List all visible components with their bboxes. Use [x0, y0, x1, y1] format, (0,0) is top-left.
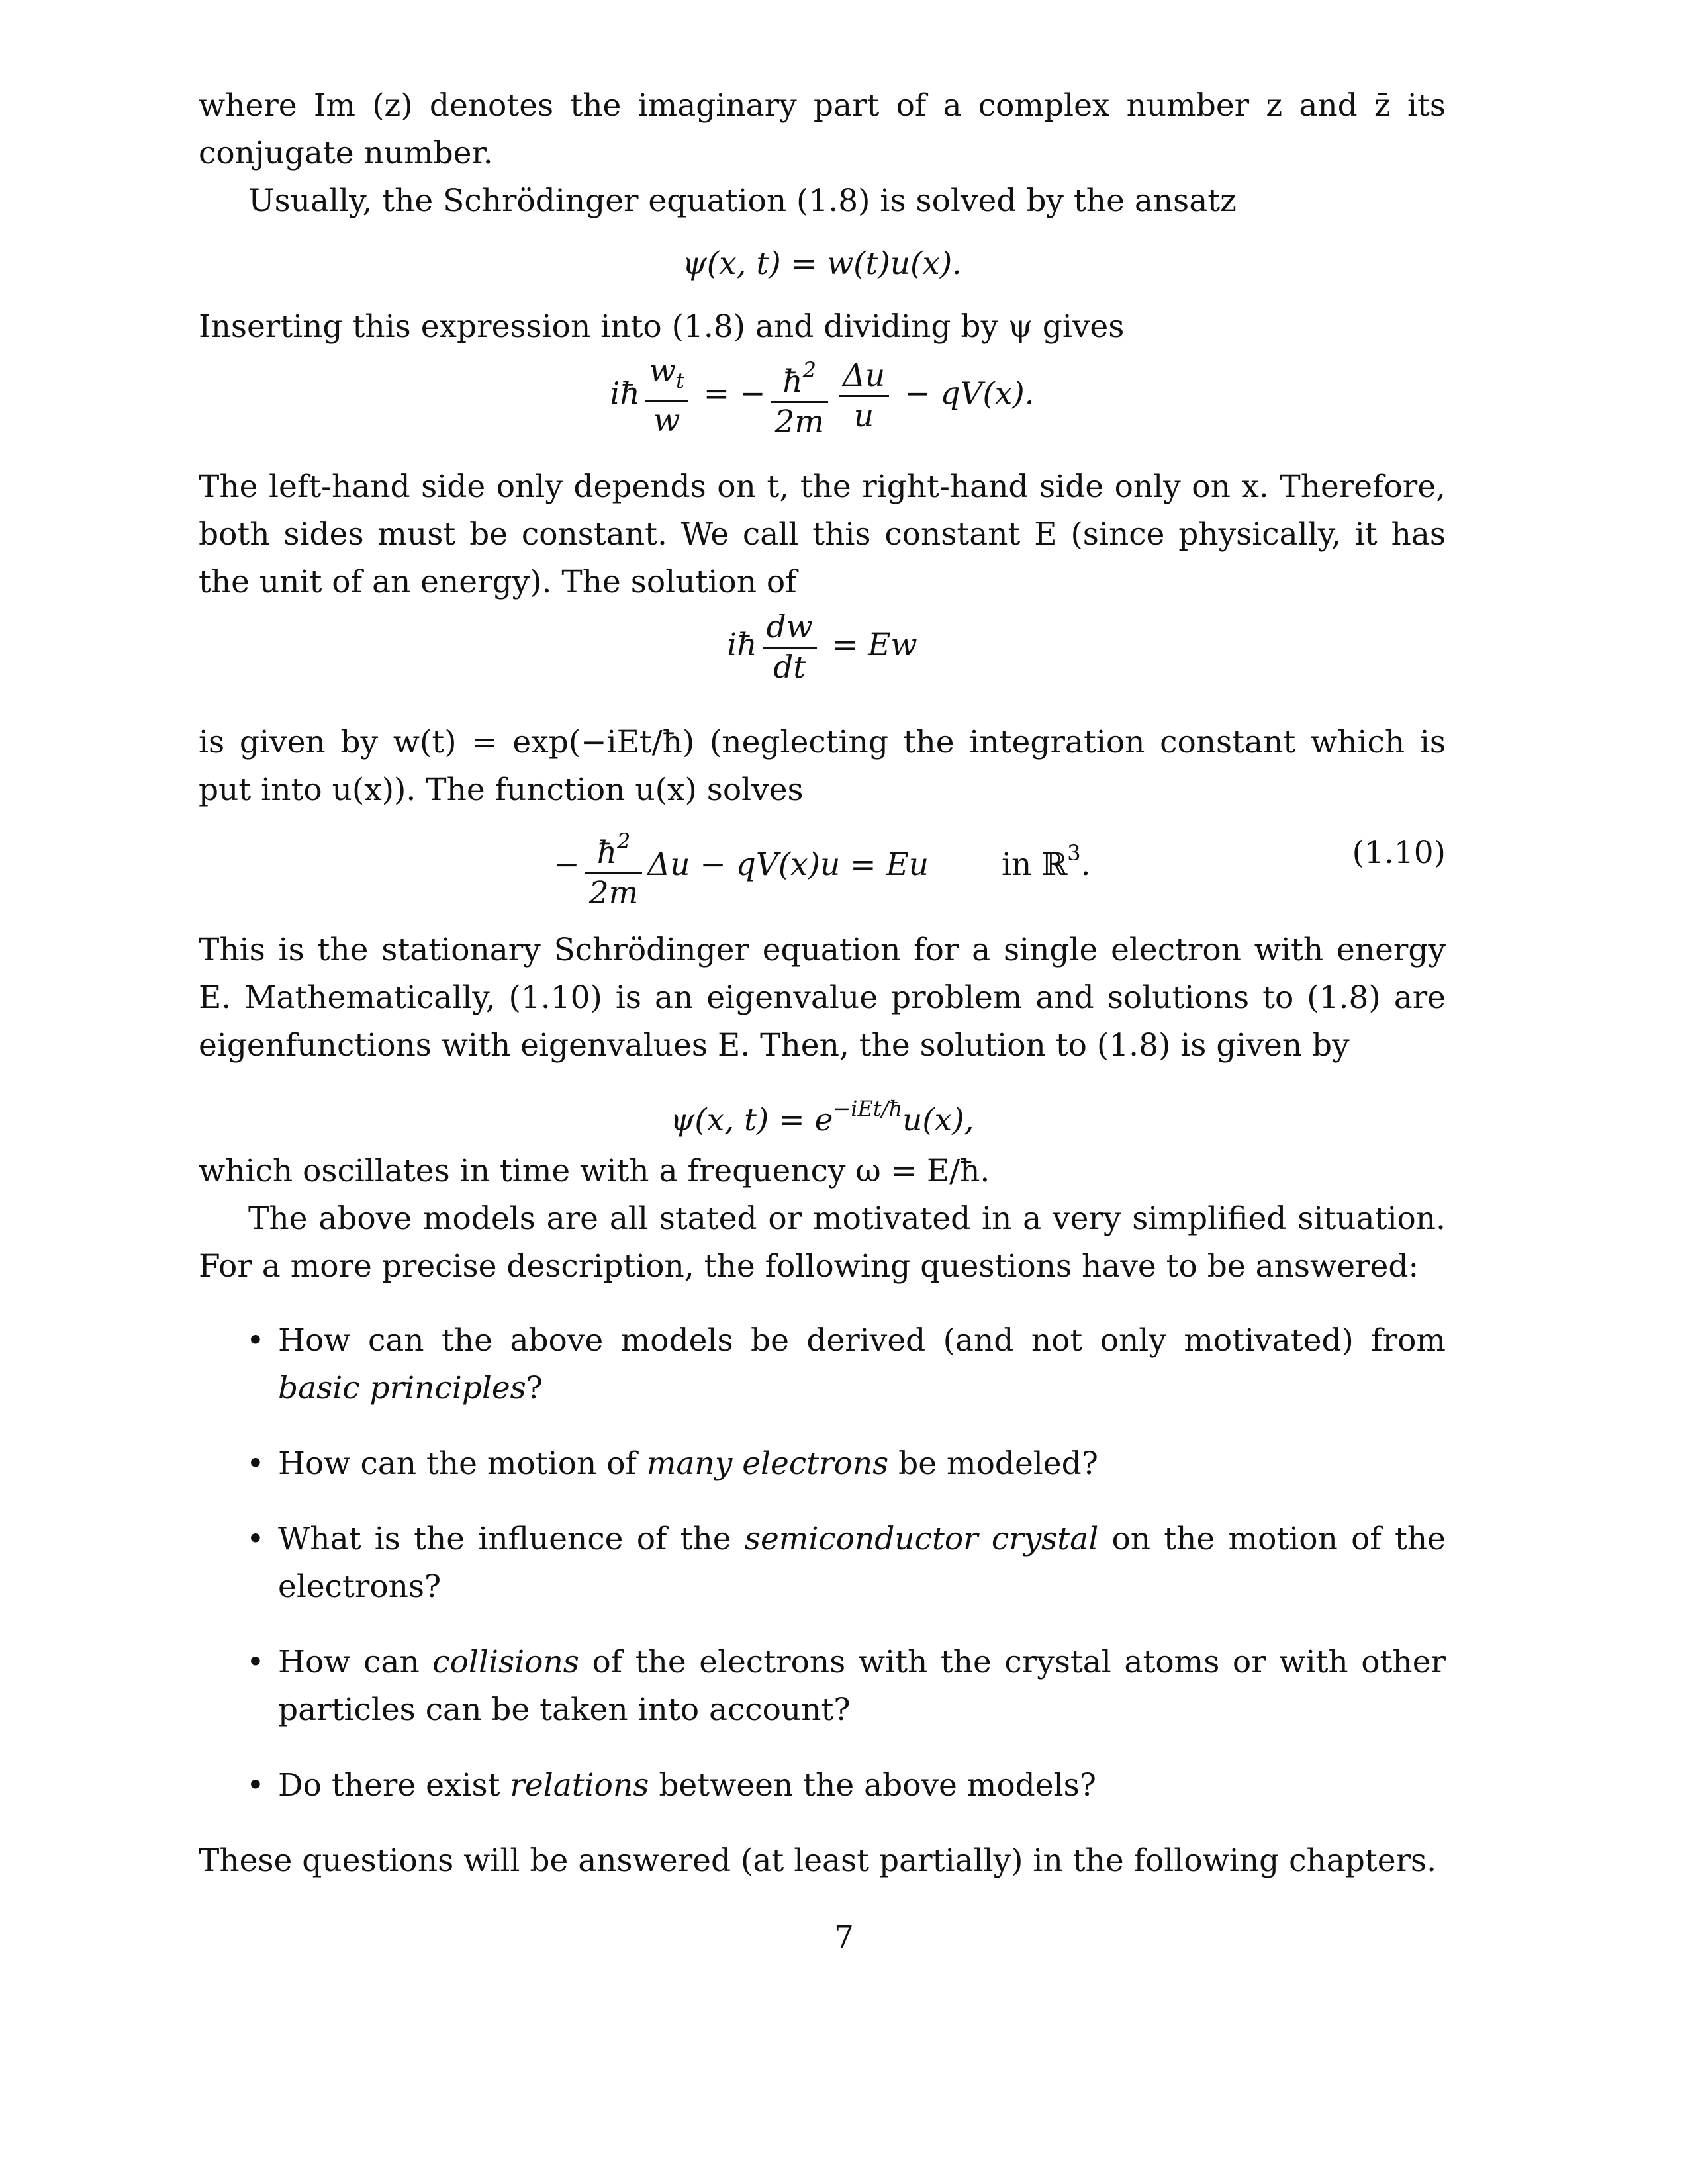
eq-sol-exp: −iEt/ħ	[833, 1096, 903, 1121]
paragraph-inserting: Inserting this expression into (1.8) and dividing by ψ gives	[199, 308, 1125, 345]
eq-sol-lhs: ψ(x, t) = e	[670, 1102, 833, 1138]
question-list	[199, 1317, 1446, 1809]
equation-stationary	[199, 814, 1446, 927]
eq-sep-equals-minus: = −	[703, 375, 766, 412]
bullet-icon: •	[246, 1521, 265, 1557]
eq-sep-rhs-num2: Δu	[839, 357, 889, 397]
paragraph-oscillates: which oscillates in time with a frequency ω = E/ħ.	[199, 1153, 990, 1189]
list-item-emphasis: basic principles	[278, 1370, 526, 1406]
list-item-text: How can the above models be derived (and not only motivated) from	[278, 1322, 1446, 1359]
eq-stat-num-sup: 2	[616, 828, 631, 854]
eq-stat-body: Δu − qV(x)u = Eu	[647, 846, 929, 883]
equation-number: (1.10)	[1352, 835, 1446, 871]
paragraph-imaginary-part: where Im (z) denotes the imaginary part of a complex number z and z̄ its conjugate number.	[199, 87, 1446, 171]
eq-sep-rhs-tail: − qV(x).	[904, 375, 1035, 412]
bullet-icon: •	[246, 1767, 265, 1803]
list-item-text: between the above models?	[649, 1767, 1096, 1803]
list-item-text: How can	[278, 1644, 433, 1680]
eq-time-tail: = Ew	[831, 627, 917, 663]
list-item-text: What is the influence of the	[278, 1521, 745, 1557]
paragraph-given-by: is given by w(t) = exp(−iEt/ħ) (neglecting the integration constant which is put into u(x)). The function u(x) solves	[199, 724, 1446, 808]
equation-ansatz-text: ψ(x, t) = w(t)u(x).	[682, 246, 962, 282]
eq-sep-rhs-num1-sup: 2	[802, 357, 817, 383]
eq-time-fraction	[763, 608, 817, 687]
list-item	[199, 1440, 1446, 1488]
list-item-text: Do there exist	[278, 1767, 510, 1803]
eq-sep-lhs-fraction	[645, 352, 688, 440]
eq-sep-rhs-fraction-1	[771, 351, 827, 441]
list-item	[199, 1317, 1446, 1412]
equation-time	[199, 606, 1446, 719]
eq-sep-rhs-fraction-2	[839, 357, 889, 435]
list-item	[199, 1762, 1446, 1809]
eq-stat-den: 2m	[588, 874, 639, 911]
eq-sep-lhs-num-sub: t	[675, 368, 684, 393]
page-number: 7	[834, 1919, 854, 1956]
equation-separated	[199, 351, 1446, 463]
eq-stat-domain: in ℝ	[1001, 846, 1068, 883]
list-item-text: be modeled?	[888, 1445, 1098, 1482]
list-item-emphasis: relations	[510, 1767, 649, 1803]
equation-solution	[199, 1069, 1446, 1148]
paragraph-stationary: This is the stationary Schrödinger equation for a single electron with energy E. Mathematically, (1.10) is an eigenvalue problem and solutions to (1.8) are eigenfunctions with eigenvalues E. Then, the solution to (1.8) is given by	[199, 932, 1446, 1064]
eq-sol-rhs: u(x),	[902, 1102, 974, 1138]
bullet-icon: •	[246, 1322, 265, 1359]
page-body	[199, 82, 1446, 1885]
bullet-icon: •	[246, 1644, 265, 1680]
list-item-emphasis: semiconductor crystal	[744, 1521, 1099, 1557]
list-item-emphasis: many electrons	[646, 1445, 889, 1482]
list-item-text: How can the motion of	[278, 1445, 647, 1482]
eq-stat-domain-end: .	[1080, 846, 1091, 883]
list-item	[199, 1639, 1446, 1734]
eq-stat-domain-sup: 3	[1067, 841, 1081, 866]
eq-stat-fraction	[585, 822, 642, 913]
eq-time-num: dw	[763, 608, 817, 649]
equation-ansatz	[199, 225, 1446, 303]
eq-sep-rhs-den2: u	[853, 398, 874, 434]
eq-sep-rhs-den1: 2m	[774, 404, 824, 440]
eq-stat-minus: −	[553, 846, 580, 883]
list-item-text: ?	[526, 1370, 543, 1406]
list-item-text: on the motion of the electrons?	[278, 1521, 1446, 1605]
eq-time-prefix: iħ	[727, 627, 757, 663]
list-item-text: of the electrons with the crystal atoms or with other particles can be taken into account?	[278, 1644, 1446, 1728]
eq-time-den: dt	[773, 649, 806, 686]
bullet-icon: •	[246, 1445, 265, 1482]
eq-sep-lhs-den: w	[653, 402, 680, 439]
eq-stat-num: ħ	[596, 834, 617, 871]
paragraph-closing: These questions will be answered (at least partially) in the following chapters.	[199, 1843, 1437, 1879]
eq-sep-lhs-num: w	[649, 353, 676, 389]
paragraph-left-hand-side: The left-hand side only depends on t, the right-hand side only on x. Therefore, both sides must be constant. We call this constant E (since physically, it has the unit of an energy). The solution of	[199, 469, 1446, 600]
paragraph-ansatz-intro: Usually, the Schrödinger equation (1.8) is solved by the ansatz	[248, 183, 1237, 219]
list-item	[199, 1516, 1446, 1611]
list-item-emphasis: collisions	[432, 1644, 579, 1680]
eq-sep-prefix: iħ	[610, 375, 640, 412]
eq-sep-rhs-num1: ħ	[782, 363, 803, 400]
paragraph-above-models: The above models are all stated or motivated in a very simplified situation. For a more precise description, the following questions have to be answered:	[199, 1201, 1446, 1285]
